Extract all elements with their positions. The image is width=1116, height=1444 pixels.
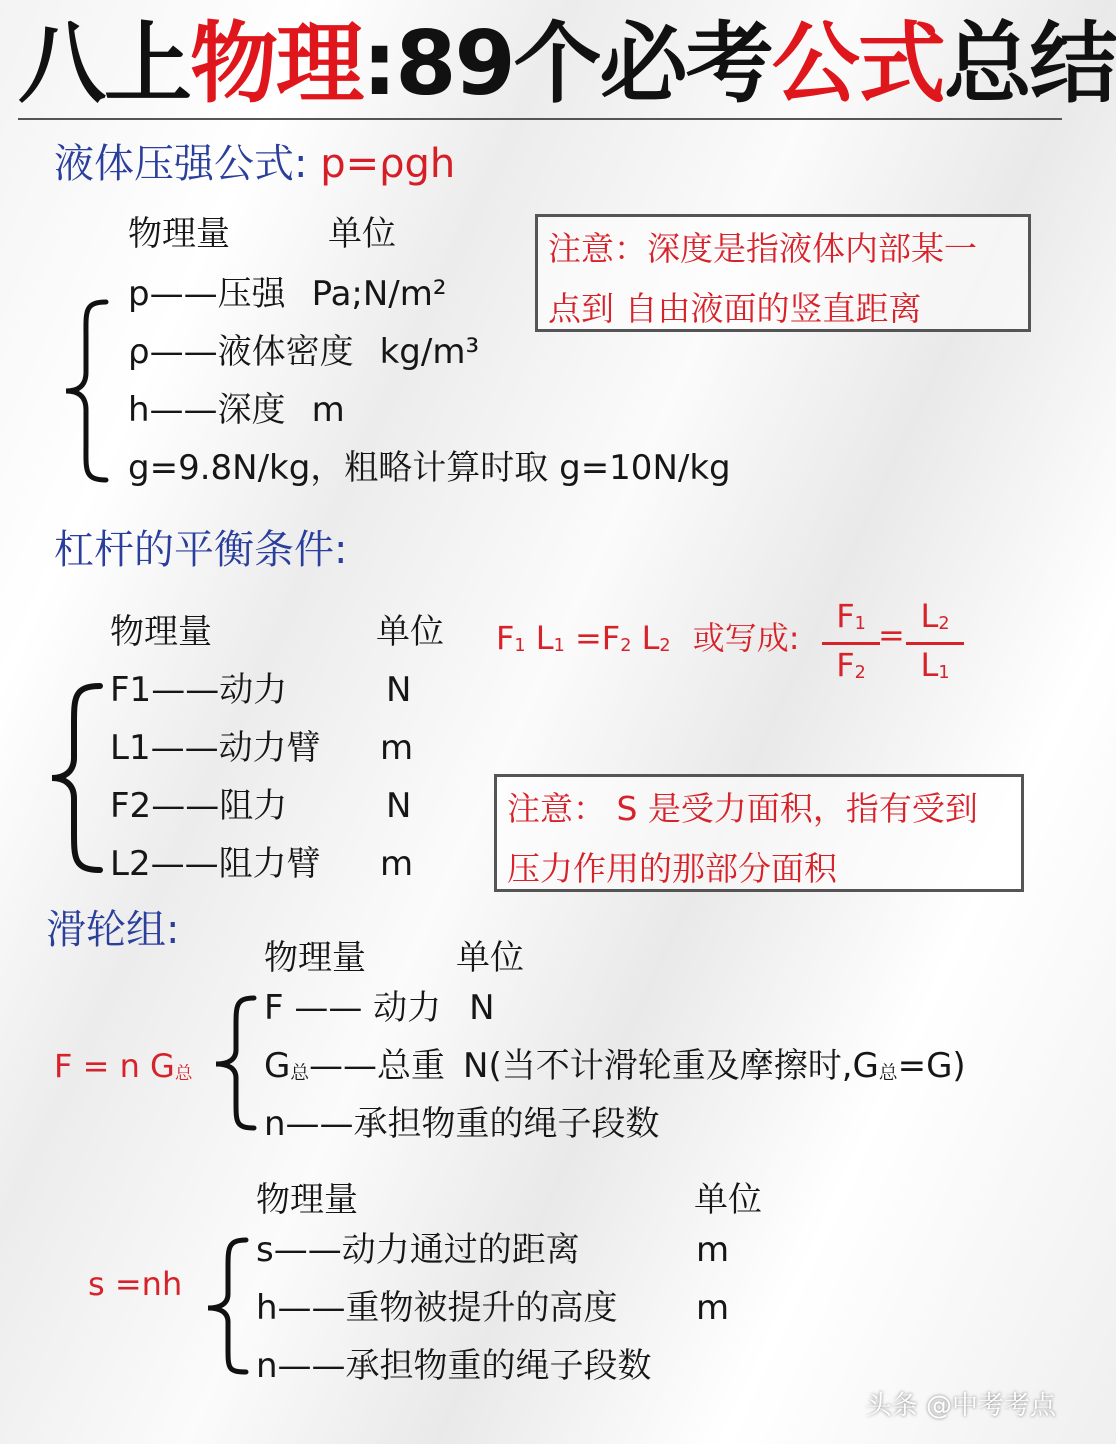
note-line: 点到 自由液面的竖直距离 xyxy=(548,289,922,328)
frac-sub: 1 xyxy=(854,613,866,634)
formula-sub: 2 xyxy=(620,635,632,656)
section1-row xyxy=(128,446,731,490)
title-part: :89个必考 xyxy=(362,12,772,115)
formula-part: L xyxy=(641,619,660,657)
section3-heading: 滑轮组: xyxy=(46,907,180,953)
fraction-equals: = xyxy=(878,616,905,654)
title-part: 八上 xyxy=(18,12,191,115)
section1-col-quantity: 物理量 xyxy=(128,214,230,254)
section1-heading xyxy=(54,140,455,188)
note-line: 压力作用的那部分面积 xyxy=(507,849,837,888)
fraction-f1-f2 xyxy=(822,598,880,693)
pulley-force-formula xyxy=(54,1044,192,1096)
section3-row xyxy=(264,1044,966,1096)
row-unit: =G) xyxy=(897,1046,966,1086)
formula-part: F xyxy=(601,619,621,657)
row-unit: N xyxy=(469,988,495,1028)
row-quantity: F —— 动力 xyxy=(264,988,442,1028)
section3-row xyxy=(264,986,495,1030)
row-quantity: h——深度 xyxy=(128,390,286,430)
watermark: 头条 @中考考点 xyxy=(865,1391,1056,1421)
section3-col-unit2: 单位 xyxy=(694,1180,762,1220)
section1-row xyxy=(128,330,479,374)
title-part: 公式 xyxy=(771,12,944,115)
section2-row-quantity: L1——动力臂 xyxy=(110,728,321,768)
row-sub: 总 xyxy=(290,1062,310,1084)
frac-part: L xyxy=(920,645,939,684)
section1-brace xyxy=(60,298,110,484)
section1-formula: p=ρgh xyxy=(320,141,456,187)
frac-part: L xyxy=(920,597,939,635)
formula-part: F xyxy=(496,619,515,657)
title-divider xyxy=(18,118,1062,120)
lever-formula xyxy=(496,618,800,666)
section2-col-unit: 单位 xyxy=(376,612,444,652)
formula-part: F = n G xyxy=(54,1047,175,1085)
section3-brace xyxy=(210,994,260,1132)
section2-col-quantity: 物理量 xyxy=(110,612,212,652)
row-quantity: p——压强 xyxy=(128,274,286,314)
section3-row2-quantity: n——承担物重的绳子段数 xyxy=(256,1346,652,1386)
fraction-l2-l1 xyxy=(906,598,964,693)
section2-row-unit: N xyxy=(386,786,412,826)
note-line: 注意： S 是受力面积，指有受到 xyxy=(507,789,978,828)
section2-row-quantity: F2——阻力 xyxy=(110,786,288,826)
formula-part: L xyxy=(535,619,554,657)
section3-row2-unit: m xyxy=(696,1230,730,1270)
section3-row2-quantity: h——重物被提升的高度 xyxy=(256,1288,618,1328)
formula-sub: 总 xyxy=(174,1063,193,1084)
frac-sub: 2 xyxy=(854,662,866,683)
section2-row-unit: m xyxy=(380,844,414,884)
page-title xyxy=(18,14,1116,114)
section2-brace xyxy=(44,680,104,876)
pulley-distance-formula: s =nh xyxy=(88,1265,183,1303)
row-quantity: n——承担物重的绳子段数 xyxy=(264,1104,660,1144)
section2-note xyxy=(494,774,1024,892)
section3-brace2 xyxy=(202,1236,252,1376)
section1-row xyxy=(128,388,345,432)
row-unit: m xyxy=(311,390,345,430)
note-line: 注意：深度是指液体内部某一 xyxy=(548,229,977,268)
formula-sub: 1 xyxy=(514,635,526,656)
row-quantity: ——总重 xyxy=(309,1046,446,1086)
section2-row-quantity: F1——动力 xyxy=(110,670,288,710)
section1-note xyxy=(535,214,1031,332)
formula-sub: 2 xyxy=(659,635,671,656)
section3-col-unit: 单位 xyxy=(456,938,524,978)
section2-row-unit: N xyxy=(386,670,412,710)
title-part: 总结 xyxy=(943,12,1116,115)
row-unit: kg/m³ xyxy=(379,332,480,372)
row-unit: N(当不计滑轮重及摩擦时,G xyxy=(463,1046,879,1086)
title-part: 物理 xyxy=(190,12,363,115)
row-sub: 总 xyxy=(878,1062,898,1084)
row-quantity: g=9.8N/kg，粗略计算时取 g=10N/kg xyxy=(128,448,731,488)
section3-col-quantity: 物理量 xyxy=(264,938,366,978)
row-quantity: G xyxy=(264,1046,291,1086)
frac-sub: 2 xyxy=(938,613,950,634)
section1-col-unit: 单位 xyxy=(328,214,396,254)
section1-row xyxy=(128,272,447,316)
frac-part: F xyxy=(836,597,855,635)
formula-part: = xyxy=(574,619,602,657)
section3-row xyxy=(264,1102,660,1146)
section1-heading-text: 液体压强公式: xyxy=(54,141,308,187)
section2-heading: 杠杆的平衡条件: xyxy=(54,527,348,573)
section3-row2-unit: m xyxy=(696,1288,730,1328)
section3-col-quantity2: 物理量 xyxy=(256,1180,358,1220)
frac-sub: 1 xyxy=(938,662,950,683)
formula-sub: 1 xyxy=(553,635,565,656)
section2-row-quantity: L2——阻力臂 xyxy=(110,844,321,884)
row-unit: Pa;N/m² xyxy=(311,274,447,314)
section3-row2-quantity: s——动力通过的距离 xyxy=(256,1230,580,1270)
section2-row-unit: m xyxy=(380,728,414,768)
formula-part: 或写成: xyxy=(692,619,800,657)
row-quantity: ρ——液体密度 xyxy=(128,332,354,372)
frac-part: F xyxy=(836,645,855,684)
